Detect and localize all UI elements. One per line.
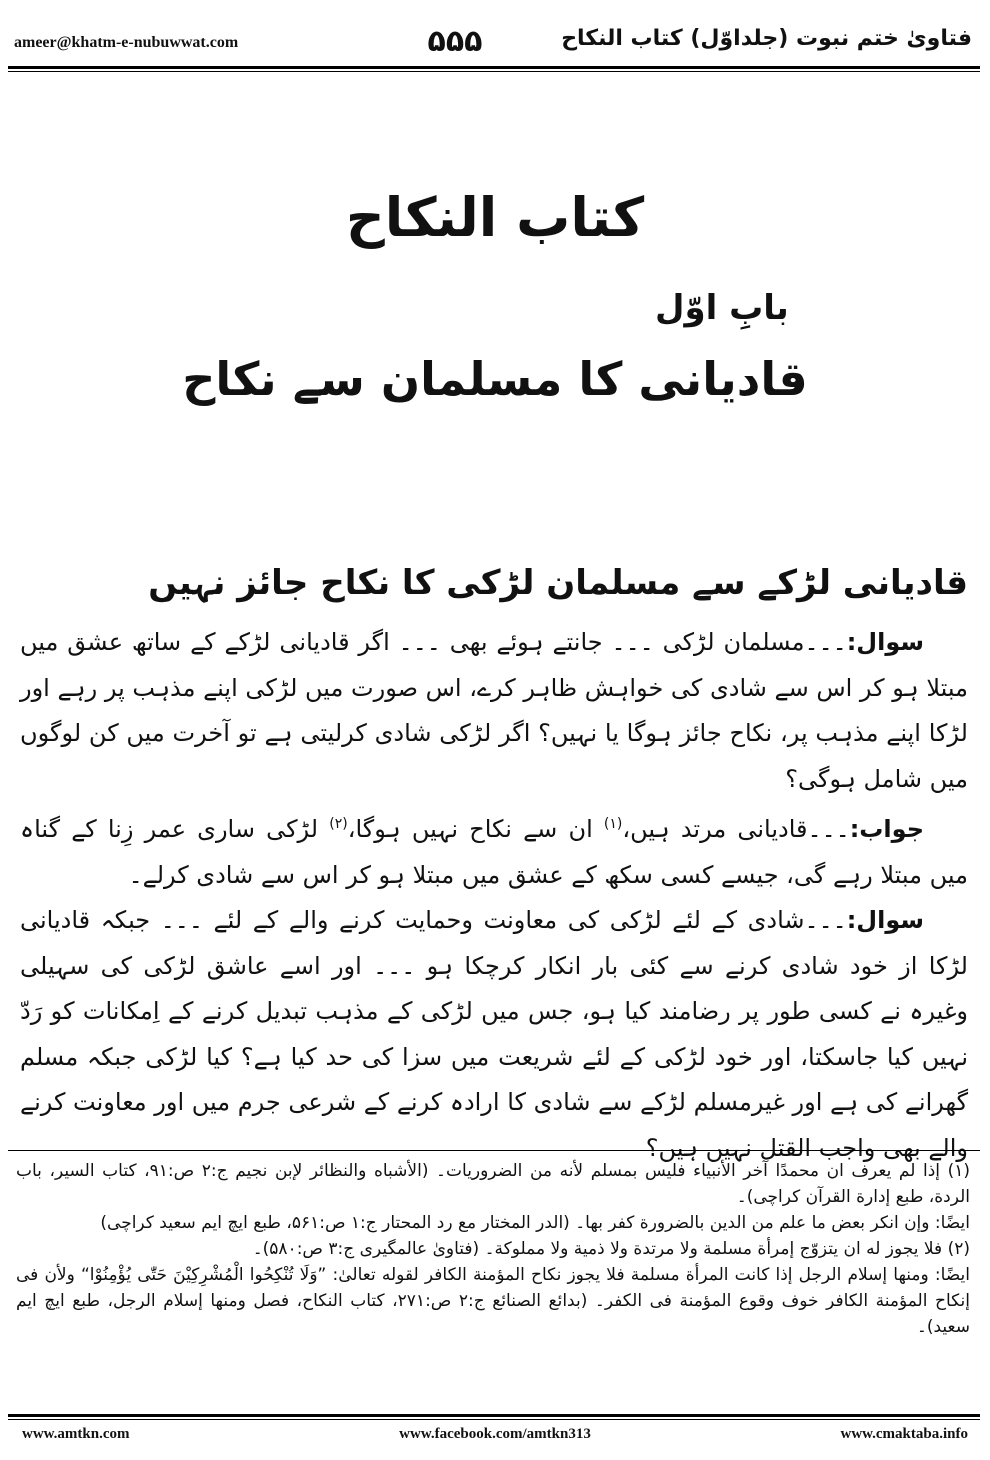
question-text: ۔۔۔شادی کے لئے لڑکی کی معاونت وحمایت کرنے والے کے لئے ۔۔۔ جبکہ قادیانی لڑکا از خود شادی کرنے سے کئی بار انکار کرچکا ہو ۔۔۔ اور اسے عاشق لڑکی کی سہیلی وغیرہ نے کسی طور پر رضامند کیا ہو، جس میں لڑکی کے مذہب تبدیل کرنے کے اِمکانات کو رَدّ نہیں کیا جاسکتا، اور خود لڑکی کے لئے شریعت میں سزا کی حد کیا ہے؟ کیا لڑکی جبکہ مسلم گھرانے کی ہے اور غیرمسلم لڑکے سے شادی کا ارادہ کرنے کے شرعی جرم میں اور معاونت کرنے والے بھی واجب القتل نہیں ہیں؟ <box>20 906 968 1162</box>
answer-text-a: ۔۔۔قادیانی مرتد ہیں، <box>622 815 850 843</box>
footnote-ref-2: (۲) <box>329 816 348 832</box>
footnote-rule <box>8 1150 980 1151</box>
question-1 <box>20 620 968 802</box>
footer-rule-thin <box>8 1419 980 1420</box>
footnote-1: (۱) إذا لم یعرف ان محمدًا آخر الأنبیاء فلیس بمسلم لأنه من الضروریات۔ (الأشباه والنظائر لإبن نجیم ج:۲ ص:۹۱، کتاب السیر، باب الردة، طبع إدارة القرآن کراچی)۔ <box>16 1161 971 1207</box>
answer-label: جواب: <box>849 815 924 843</box>
question-2 <box>20 898 968 1171</box>
question-label: سوال: <box>846 906 924 934</box>
book-title: کتاب النکاح <box>345 186 645 249</box>
header-email: ameer@khatm-e-nubuwwat.com <box>14 34 239 51</box>
footer-rule <box>8 1414 980 1417</box>
answer-1 <box>20 802 968 898</box>
question-text: ۔۔۔مسلمان لڑکی ۔۔۔ جانتے ہوئے بھی ۔۔۔ اگر قادیانی لڑکے کے ساتھ عشق میں مبتلا ہو کر اس سے شادی کی خواہش ظاہر کرے، اس صورت میں لڑکی اپنے مذہب پر رہے اور لڑکا اپنے مذہب پر، نکاح جائز ہوگا یا نہیں؟ اگر لڑکی شادی کرلیتی ہے تو آخرت میں کن لوگوں میں شامل ہوگی؟ <box>20 628 968 793</box>
answer-text-c: لڑکی ساری عمر زِنا کے گناہ میں مبتلا رہے گی، جیسے کسی سکھ کے عشق میں مبتلا ہو کر اس سے شادی کرلے۔ <box>20 815 968 889</box>
page-number: ۵۵۵ <box>427 24 483 59</box>
running-title: فتاویٰ ختم نبوت (جلداوّل) کتاب النکاح <box>561 26 972 51</box>
footnotes <box>16 1158 970 1340</box>
fatwa-body <box>20 620 968 1171</box>
chapter-subtitle: قادیانی کا مسلمان سے نکاح <box>182 352 808 406</box>
footnote-ref-1: (۱) <box>603 816 623 832</box>
footnote-2b: ایضًا: ومنها إسلام الرجل إذا کانت المرأة مسلمة فلا یجوز نکاح المؤمنة الکافر لقوله تعالیٰ: ”وَلَا تُنْکِحُوا الْمُشْرِکِیْنَ حَتّٰی یُؤْمِنُوْا“ ولأن فی إنکاح المؤمنة الکافر خوف وقوع المؤمنة فی الکفر۔ (بدائع الصنائع ج:۲ ص:۲۷۱، کتاب النکاح، فصل ومنها إسلام الرجل، طبع ایچ ایم سعید)۔ <box>16 1265 970 1337</box>
footnote-1b: ایضًا: وإن انکر بعض ما علم من الدین بالضرورة کفر بها۔ (الدر المختار مع رد المحتار ج:۱ ص:۵۶۱، طبع ایچ ایم سعید کراچی) <box>100 1213 970 1233</box>
header-rule <box>8 66 980 69</box>
footer-link-left[interactable]: www.amtkn.com <box>22 1426 130 1442</box>
question-label: سوال: <box>846 628 924 656</box>
chapter-label: بابِ اوّل <box>655 288 789 328</box>
header-rule-thin <box>8 71 980 72</box>
answer-text-b: ان سے نکاح نہیں ہوگا، <box>347 815 604 843</box>
footer-link-center[interactable]: www.facebook.com/amtkn313 <box>399 1426 591 1442</box>
footer-link-right[interactable]: www.cmaktaba.info <box>840 1426 968 1442</box>
footnote-2: (۲) فلا یجوز له ان یتزوّج إمرأة مسلمة ولا مرتدة ولا ذمیة ولا مملوکة۔ (فتاویٰ عالمگیری ج:۳ ص:۵۸۰)۔ <box>252 1239 970 1259</box>
section-heading: قادیانی لڑکے سے مسلمان لڑکی کا نکاح جائز نہیں <box>148 563 968 603</box>
